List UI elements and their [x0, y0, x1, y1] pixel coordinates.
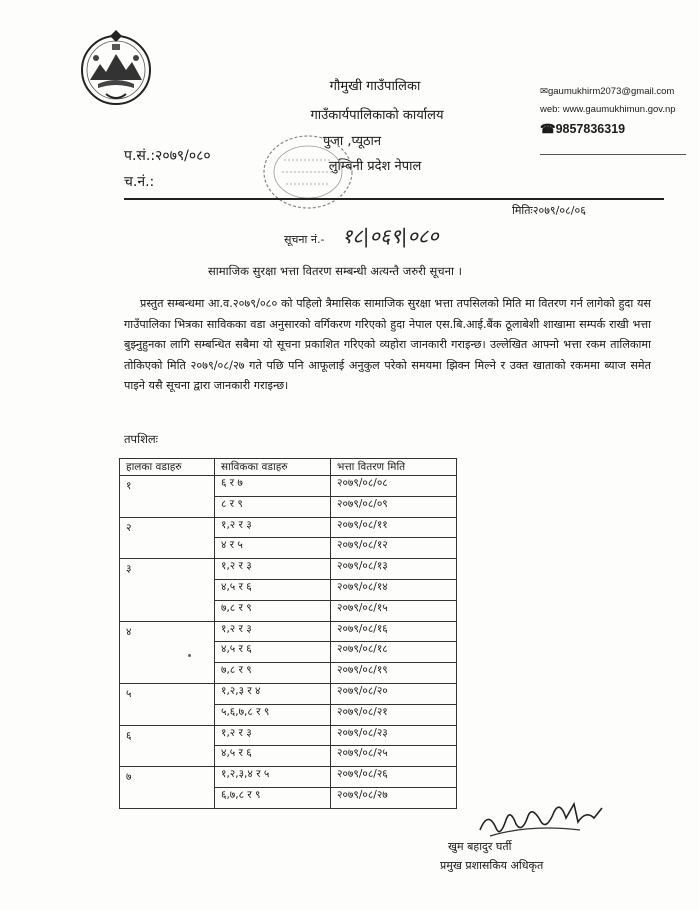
office-location: पुजा ,प्यूठान: [322, 134, 382, 149]
header-divider: [124, 198, 664, 200]
contact-underline: [540, 154, 686, 155]
current-ward-cell: ५: [120, 683, 215, 725]
email-line: [540, 86, 674, 97]
current-ward-cell: ४: [120, 621, 215, 683]
distribution-date-cell: २०७९/०८/११: [331, 517, 457, 538]
distribution-date-cell: २०७९/०८/१९: [331, 663, 457, 684]
former-ward-cell: ६ र ७: [215, 476, 331, 497]
distribution-date-cell: २०७९/०८/२१: [331, 704, 457, 725]
col-distribution-date: भत्ता वितरण मिति: [331, 459, 457, 476]
details-label: तपशिलः: [124, 432, 159, 446]
former-ward-cell: ७,८ र ९: [215, 663, 331, 684]
current-ward-cell: ३: [120, 559, 215, 621]
current-ward-cell: ६: [120, 725, 215, 767]
speck: [188, 654, 191, 657]
notice-number-handwritten: १८|०६९|०८०: [342, 224, 439, 248]
distribution-date-cell: २०७९/०८/१४: [331, 579, 457, 600]
former-ward-cell: ८ र ९: [215, 496, 331, 517]
province-name: लुम्बिनी प्रदेश नेपाल: [328, 159, 422, 174]
distribution-date-cell: २०७९/०८/१८: [331, 642, 457, 663]
email-text: gaumukhirm2073@gmail.com: [547, 86, 675, 97]
former-ward-cell: १,२ र ३: [215, 621, 331, 642]
current-ward-cell: ७: [120, 767, 215, 809]
table-row: [120, 767, 457, 788]
notice-body: प्रस्तुत सम्बन्धमा आ.व.२०७९/०८० को पहिलो त्रैमासिक सामाजिक सुरक्षा भत्ता तपसिलको मिति मा वितरण गर्न लागेको हुदा यस गाउँपालिका भित्रका साविकका वडा अनुसारको वर्गिकरण गरिएको हुदा नेपाल एस.बि.आई.बैंक ठूलाबेशी शाखामा सम्पर्क राखी भत्ता बुझ्नुहुनका लागि सम्बन्धित सबैमा यो सूचना प्रकाशित गरिएको व्यहोरा जानकारी गराइन्छ। उल्लेखित आफ्नो भत्ता रकम तालिकामा तोकिएको मिति २०७९/०८/२७ गते पछि पनि आफूलाई अनुकुल परेको समयमा झिक्न मिल्ने र उक्त खाताको रकममा ब्याज समेत पाइने यसै सूचना द्वारा जानकारी गराइन्छ।: [124, 297, 651, 392]
distribution-date-cell: २०७९/०८/१२: [331, 538, 457, 559]
col-current-ward: हालका वडाहरु: [120, 459, 215, 476]
municipality-name: गौमुखी गाउँपालिका: [329, 79, 421, 94]
former-ward-cell: ४,५ र ६: [215, 579, 331, 600]
notice-number-label: सूचना नं.-: [284, 233, 325, 246]
table-row: [120, 517, 457, 538]
former-ward-cell: १,२,३,४ र ५: [215, 767, 331, 788]
distribution-date-cell: २०७९/०८/१६: [331, 621, 457, 642]
nepal-emblem-logo: [76, 28, 156, 108]
former-ward-cell: १,२,३ र ४: [215, 683, 331, 704]
former-ward-cell: १,२ र ३: [215, 559, 331, 580]
notice-subject: सामाजिक सुरक्षा भत्ता वितरण सम्बन्धी अत्यन्तै जरुरी सूचना ।: [208, 264, 462, 278]
table-row: [120, 621, 457, 642]
reference-number: प.सं.:२०७९/०८०: [124, 148, 211, 164]
former-ward-cell: ६,७,८ र ९: [215, 787, 331, 808]
former-ward-cell: ४ र ५: [215, 538, 331, 559]
distribution-date-cell: २०७९/०८/२५: [331, 746, 457, 767]
phone-number: 9857836319: [555, 122, 626, 136]
current-ward-cell: २: [120, 517, 215, 559]
email-icon: ✉: [540, 86, 548, 97]
current-ward-cell: १: [120, 476, 215, 518]
distribution-date-cell: २०७९/०८/१३: [331, 559, 457, 580]
former-ward-cell: ५,६,७,८ र ९: [215, 704, 331, 725]
former-ward-cell: १,२ र ३: [215, 517, 331, 538]
signatory-name: खुम बहादुर घर्ती: [448, 840, 512, 853]
distribution-date-cell: २०७९/०८/२०: [331, 683, 457, 704]
distribution-schedule-table: [119, 458, 457, 809]
table-row: [120, 476, 457, 497]
notice-date: मितिः२०७९/०८/०६: [512, 204, 586, 217]
table-row: [120, 725, 457, 746]
distribution-date-cell: २०७९/०८/२३: [331, 725, 457, 746]
table-row: [120, 559, 457, 580]
office-name: गाउँकार्यपालिकाको कार्यालय: [310, 108, 444, 123]
table-header-row: [120, 459, 457, 476]
distribution-date-cell: २०७९/०८/२७: [331, 787, 457, 808]
distribution-date-cell: २०७९/०८/०९: [331, 496, 457, 517]
distribution-date-cell: २०७९/०८/०८: [331, 476, 457, 497]
former-ward-cell: ४,५ र ६: [215, 746, 331, 767]
distribution-date-cell: २०७९/०८/१५: [331, 600, 457, 621]
phone-line: [540, 121, 625, 136]
former-ward-cell: १,२ र ३: [215, 725, 331, 746]
former-ward-cell: ४,५ र ६: [215, 642, 331, 663]
website-line: web: www.gaumukhimun.gov.np: [540, 104, 676, 115]
table-body: [120, 476, 457, 809]
signatory-title: प्रमुख प्रशासकिय अधिकृत: [440, 859, 544, 872]
dispatch-number: च.नं.:: [124, 174, 155, 190]
table-row: [120, 683, 457, 704]
former-ward-cell: ७,८ र ९: [215, 600, 331, 621]
phone-icon: ☎: [540, 122, 556, 136]
col-former-ward: साविकका वडाहरु: [215, 459, 331, 476]
distribution-date-cell: २०७९/०८/२६: [331, 767, 457, 788]
